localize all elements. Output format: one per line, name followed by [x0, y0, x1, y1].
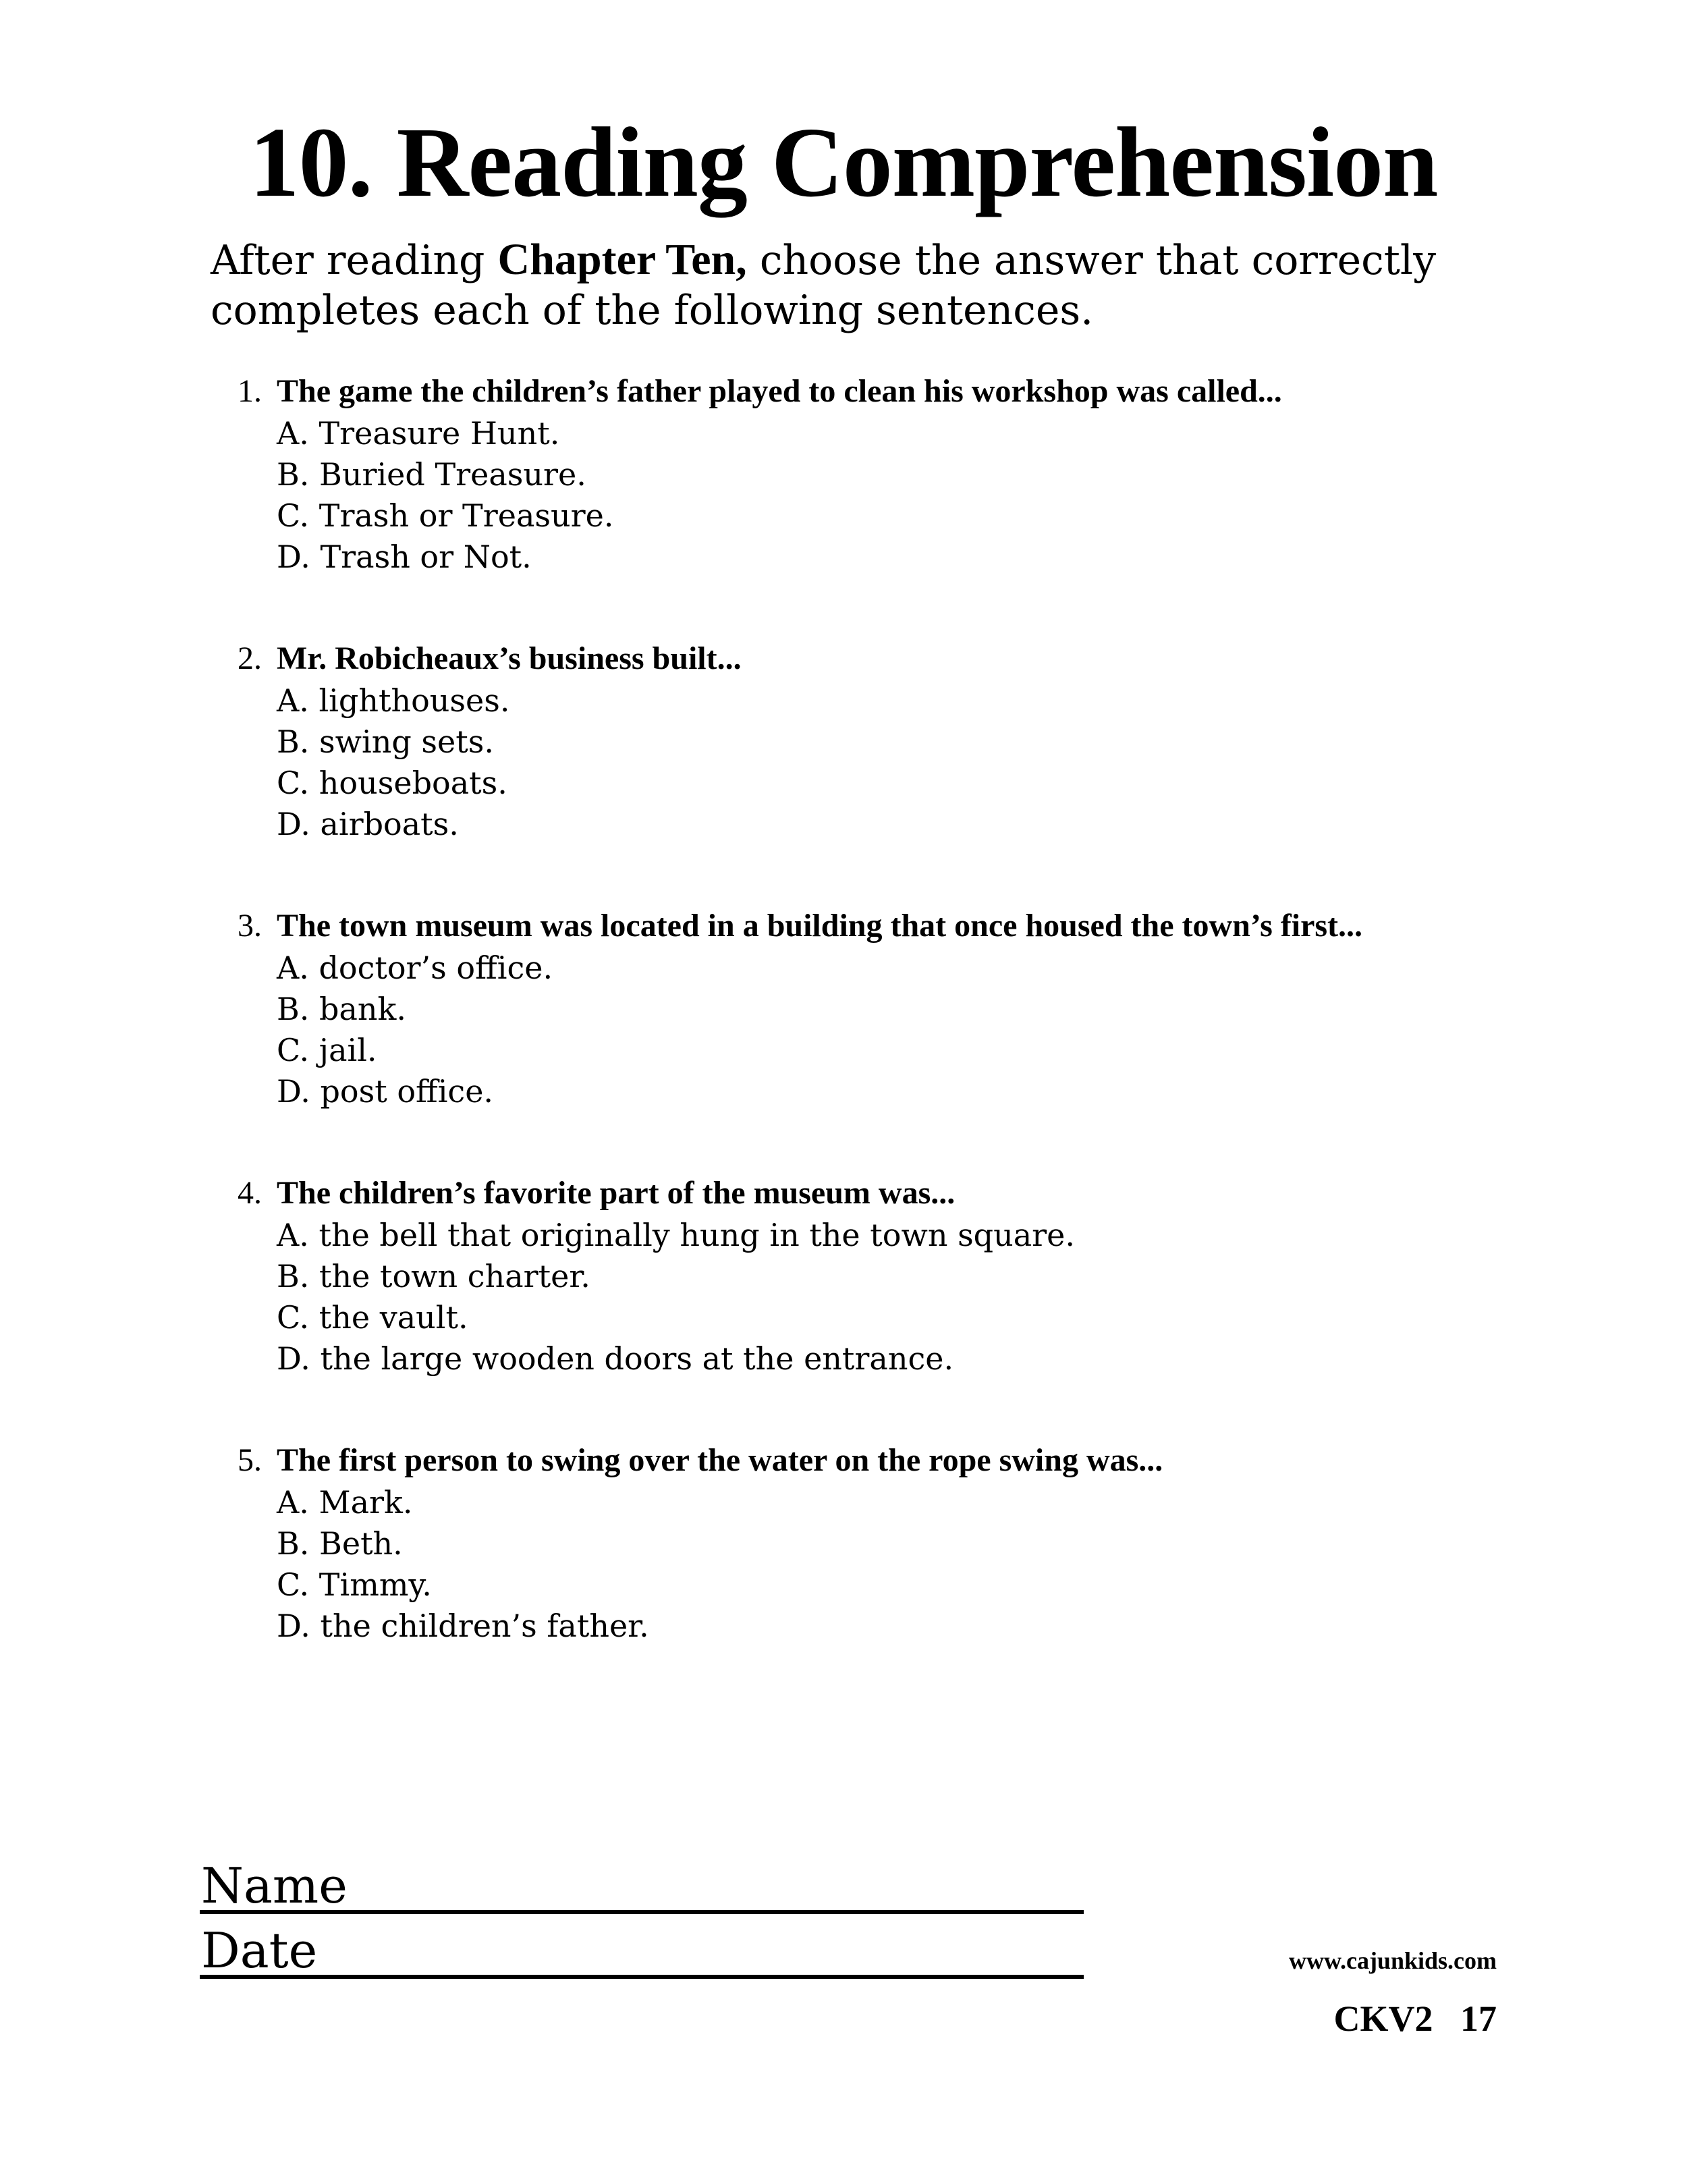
page-title: 10. Reading Comprehension	[249, 107, 1438, 218]
question-number: 4.	[238, 1175, 262, 1211]
question-text: The first person to swing over the water on the rope swing was...	[277, 1442, 1163, 1478]
instructions	[211, 235, 1493, 335]
answer-option-a[interactable]: A. Mark.	[277, 1484, 413, 1521]
answer-option-c[interactable]: C. jail.	[277, 1032, 377, 1068]
question-number: 5.	[238, 1442, 262, 1478]
answer-options	[238, 1215, 1452, 1380]
question-number: 3.	[238, 908, 262, 944]
answer-options	[238, 680, 1452, 845]
name-label: Name	[201, 1857, 348, 1914]
date-label: Date	[201, 1922, 318, 1979]
instructions-rest: choose the answer that correctly completes each of the following sentences.	[211, 237, 1436, 334]
question-4	[238, 1172, 1452, 1380]
answer-option-b[interactable]: B. the town charter.	[277, 1258, 590, 1294]
question-5	[238, 1439, 1452, 1647]
answer-option-a[interactable]: A. doctor’s office.	[277, 950, 553, 986]
question-text: The children’s favorite part of the museum was...	[277, 1175, 956, 1211]
question-3	[238, 904, 1452, 1112]
answer-option-a[interactable]: A. Treasure Hunt.	[277, 415, 560, 452]
question-2	[238, 637, 1452, 845]
answer-option-c[interactable]: C. houseboats.	[277, 765, 507, 801]
instructions-chapter: Chapter Ten,	[497, 235, 747, 284]
question-1	[238, 370, 1452, 578]
answer-options	[238, 1482, 1452, 1647]
website-url: www.cajunkids.com	[1288, 1947, 1497, 1974]
instructions-lead: After reading	[211, 237, 498, 284]
question-prompt	[238, 904, 1452, 948]
answer-option-a[interactable]: A. lighthouses.	[277, 682, 510, 719]
answer-option-c[interactable]: C. Trash or Treasure.	[277, 497, 614, 534]
page-number: CKV2 17	[1333, 1998, 1497, 2039]
question-list	[238, 370, 1452, 1706]
answer-option-c[interactable]: C. the vault.	[277, 1299, 468, 1336]
answer-option-b[interactable]: B. Buried Treasure.	[277, 456, 586, 493]
answer-option-d[interactable]: D. Trash or Not.	[277, 539, 532, 575]
question-text: The town museum was located in a building that once housed the town’s first...	[277, 908, 1363, 944]
answer-option-d[interactable]: D. post office.	[277, 1073, 494, 1110]
answer-options	[238, 948, 1452, 1112]
answer-option-a[interactable]: A. the bell that originally hung in the town square.	[277, 1217, 1076, 1253]
question-prompt	[238, 1172, 1452, 1215]
question-prompt	[238, 370, 1452, 413]
name-field[interactable]	[200, 1849, 1084, 1914]
answer-options	[238, 413, 1452, 578]
answer-option-b[interactable]: B. swing sets.	[277, 724, 494, 760]
answer-option-d[interactable]: D. the large wooden doors at the entrance.	[277, 1340, 954, 1377]
signature-block	[200, 1849, 1084, 1979]
answer-option-b[interactable]: B. bank.	[277, 991, 407, 1027]
question-text: Mr. Robicheaux’s business built...	[277, 640, 742, 676]
answer-option-c[interactable]: C. Timmy.	[277, 1566, 432, 1603]
question-prompt	[238, 637, 1452, 680]
question-prompt	[238, 1439, 1452, 1482]
date-field[interactable]	[200, 1914, 1084, 1979]
question-number: 1.	[238, 373, 262, 409]
answer-option-d[interactable]: D. airboats.	[277, 806, 459, 842]
answer-option-b[interactable]: B. Beth.	[277, 1525, 403, 1562]
question-text: The game the children’s father played to clean his workshop was called...	[277, 373, 1282, 409]
answer-option-d[interactable]: D. the children’s father.	[277, 1608, 649, 1644]
question-number: 2.	[238, 640, 262, 676]
